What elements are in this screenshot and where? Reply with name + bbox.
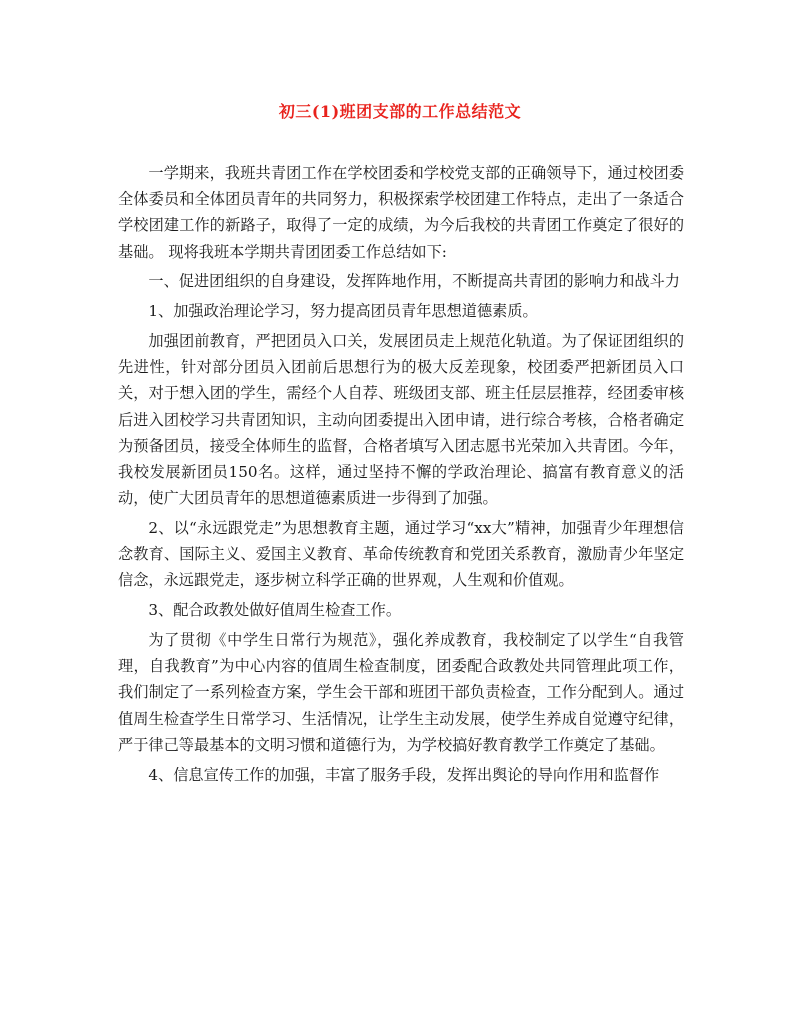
paragraph-item-4: 4、信息宣传工作的加强，丰富了服务手段，发挥出舆论的导向作用和监督作 [148, 765, 660, 784]
paragraph-item-2: 2、以“永远跟党走”为思想教育主题，通过学习“xx大”精神，加强青少年理想信念教育、国际主义、爱国主义教育、革命传统教育和党团关系教育，激励青少年坚定信念，永远跟党走，逐步树立科学正确的世界观，人生观和价值观。 [118, 519, 684, 590]
document-title: 初三(1)班团支部的工作总结范文 [278, 102, 522, 121]
paragraph-item-1-heading: 1、加强政治理论学习，努力提高团员青年思想道德素质。 [148, 302, 538, 321]
paragraph-item-3-heading: 3、配合政教处做好值周生检查工作。 [148, 601, 402, 620]
document-body [118, 160, 684, 791]
paragraph-section-heading: 一、促进团组织的自身建设，发挥阵地作用，不断提高共青团的影响力和战斗力 [148, 272, 680, 291]
paragraph-intro: 一学期来，我班共青团工作在学校团委和学校党支部的正确领导下，通过校团委全体委员和全体团员青年的共同努力，积极探索学校团建工作特点，走出了一条适合学校团建工作的新路子，取得了一定的成绩，为今后我校的共青团工作奠定了很好的基础。 现将我班本学期共青团团委工作总结如下: [118, 164, 684, 261]
paragraph-item-3-body: 为了贯彻《中学生日常行为规范》，强化养成教育，我校制定了以学生“自我管理，自我教育”为中心内容的值周生检查制度，团委配合政教处共同管理此项工作，我们制定了一系列检查方案，学生会干部和班团干部负责检查，工作分配到人。通过值周生检查学生日常学习、生活情况，让学生主动发展，使学生养成自觉遵守纪律，严于律己等最基本的文明习惯和道德行为，为学校搞好教育教学工作奠定了基础。 [118, 631, 684, 754]
paragraph-item-1-body: 加强团前教育，严把团员入口关，发展团员走上规范化轨道。为了保证团组织的先进性，针对部分团员入团前后思想行为的极大反差现象，校团委严把新团员入口关，对于想入团的学生，需经个人自荐、班级团支部、班主任层层推荐，经团委审核后进入团校学习共青团知识，主动向团委提出入团申请，进行综合考核，合格者确定为预备团员，接受全体师生的监督，合格者填写入团志愿书光荣加入共青团。今年，我校发展新团员150名。这样，通过坚持不懈的学政治理论、搞富有教育意义的活动，使广大团员青年的思想道德素质进一步得到了加强。 [118, 332, 684, 508]
